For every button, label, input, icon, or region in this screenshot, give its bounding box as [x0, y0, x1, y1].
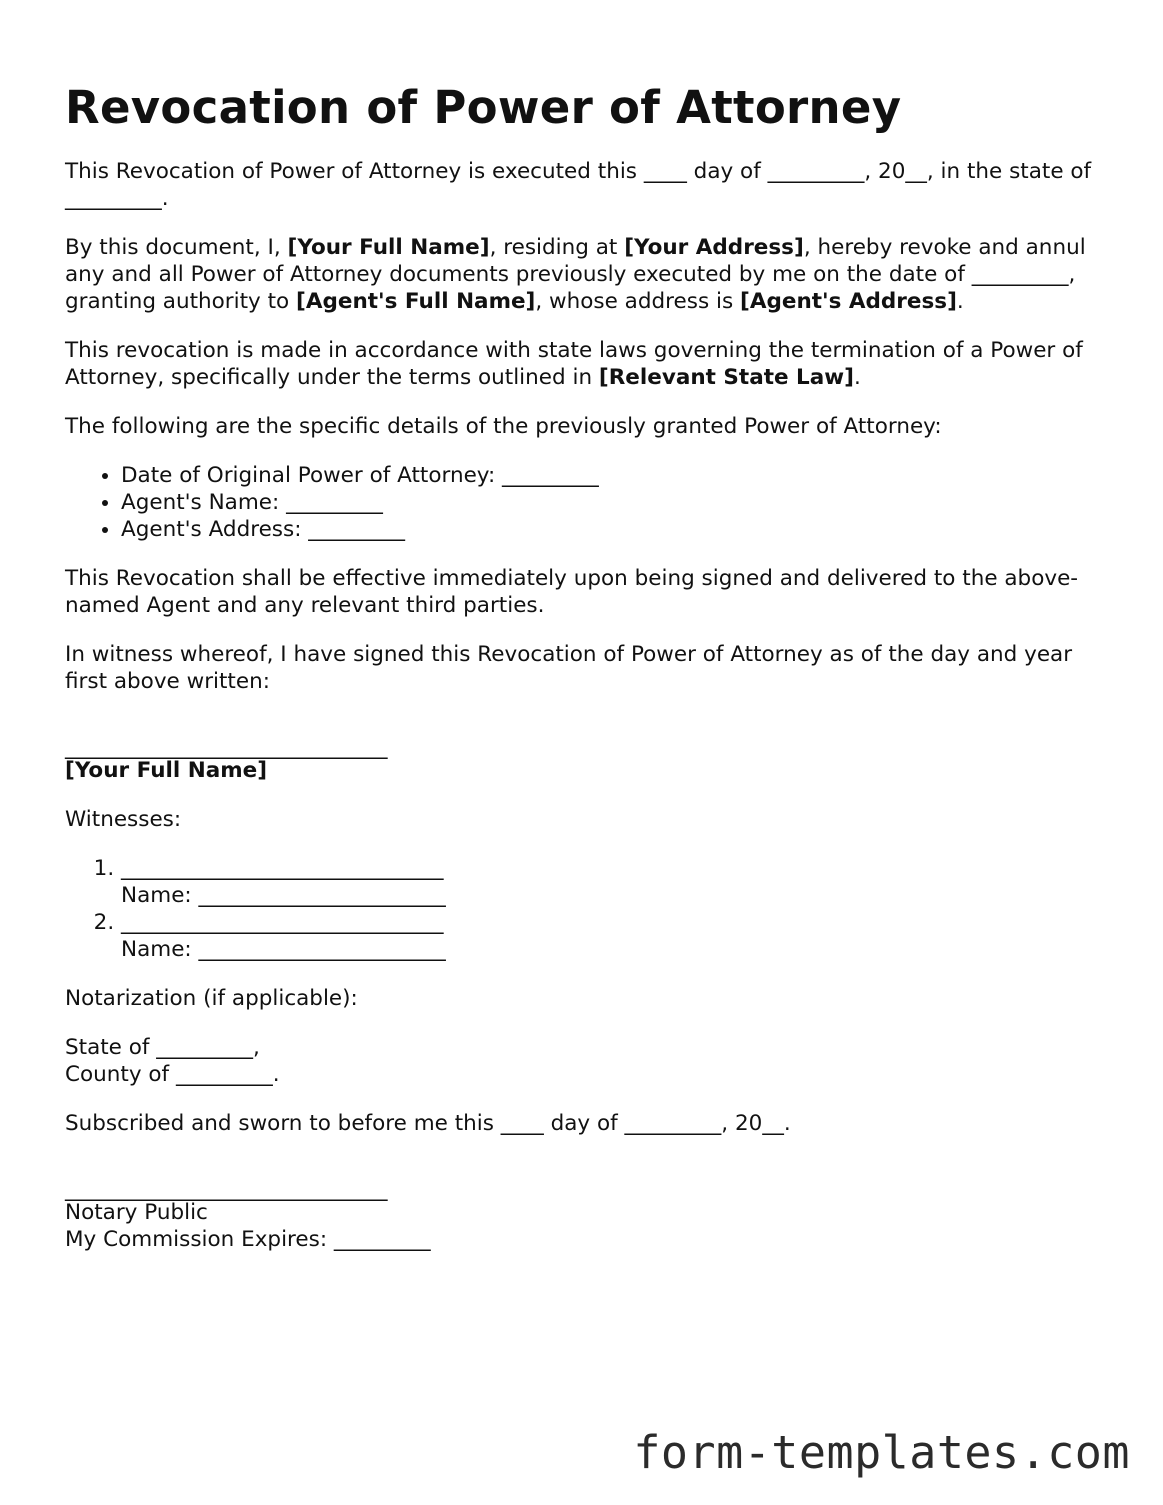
list-item — [121, 855, 1105, 909]
text-segment: , residing at — [489, 235, 625, 260]
signer-name — [65, 757, 1105, 784]
text-segment: . — [956, 289, 964, 314]
placeholder-agent-address: [Agent's Address] — [740, 289, 957, 314]
text-segment: This revocation is made in accordance with state laws governing the termination of a Power of Attorney, specifically under the terms outlined in — [65, 338, 1083, 390]
revocation-paragraph — [65, 234, 1105, 315]
sworn-statement: Subscribed and sworn to before me this ____ day of _________, 20__. — [65, 1111, 791, 1136]
text-segment: , hereby revoke and annul any and all Power of Attorney documents previously executed by me on the date of _________, granting authority to — [65, 235, 1086, 314]
witness-whereof-paragraph: In witness whereof, I have signed this Revocation of Power of Attorney as of the day and year first above written: — [65, 642, 1073, 694]
notary-signature-line: ______________________________ — [65, 1177, 388, 1202]
state-law-paragraph — [65, 337, 1105, 391]
notary-public-label: Notary Public — [65, 1200, 208, 1225]
details-intro-paragraph: The following are the specific details of the previously granted Power of Attorney: — [65, 414, 942, 439]
intro-paragraph: This Revocation of Power of Attorney is executed this ____ day of _________, 20__, in the state of _________. — [65, 159, 1092, 211]
witness-name-line: Name: _______________________ — [121, 883, 446, 908]
witness-signature-line: 2. ______________________________ — [121, 910, 444, 935]
document-title: Revocation of Power of Attorney — [65, 81, 902, 134]
notary-county: County of _________. — [65, 1062, 280, 1087]
placeholder-relevant-state-law: [Relevant State Law] — [598, 365, 854, 390]
placeholder-your-full-name: [Your Full Name] — [287, 235, 490, 260]
signature-line: ______________________________ — [65, 735, 388, 760]
witnesses-label: Witnesses: — [65, 807, 182, 832]
effective-paragraph: This Revocation shall be effective immediately upon being signed and delivered to the above-named Agent and any relevant third parties. — [65, 566, 1079, 618]
notary-signature-block — [65, 1177, 1105, 1253]
placeholder-your-address: [Your Address] — [624, 235, 804, 260]
commission-expires: My Commission Expires: _________ — [65, 1227, 431, 1252]
witness-signature-line: 1. ______________________________ — [121, 856, 444, 881]
witness-name-line: Name: _______________________ — [121, 937, 446, 962]
document-page — [65, 78, 1105, 1253]
notarization-label: Notarization (if applicable): — [65, 986, 358, 1011]
details-list — [65, 462, 1105, 543]
notary-state: State of _________, — [65, 1035, 260, 1060]
list-item: • Agent's Name: _________ — [121, 489, 1105, 516]
witnesses-list — [65, 855, 1105, 963]
text-segment: , whose address is — [535, 289, 740, 314]
text-segment: . — [853, 365, 861, 390]
signature-block — [65, 735, 1105, 784]
placeholder-agent-full-name: [Agent's Full Name] — [296, 289, 536, 314]
text-segment: By this document, I, — [65, 235, 288, 260]
list-item — [121, 909, 1105, 963]
placeholder-signer-name: [Your Full Name] — [65, 758, 268, 783]
notary-venue — [65, 1034, 1105, 1088]
list-item: • Date of Original Power of Attorney: _________ — [121, 462, 1105, 489]
list-item: • Agent's Address: _________ — [121, 516, 1105, 543]
watermark: form-templates.com — [633, 1426, 1130, 1479]
